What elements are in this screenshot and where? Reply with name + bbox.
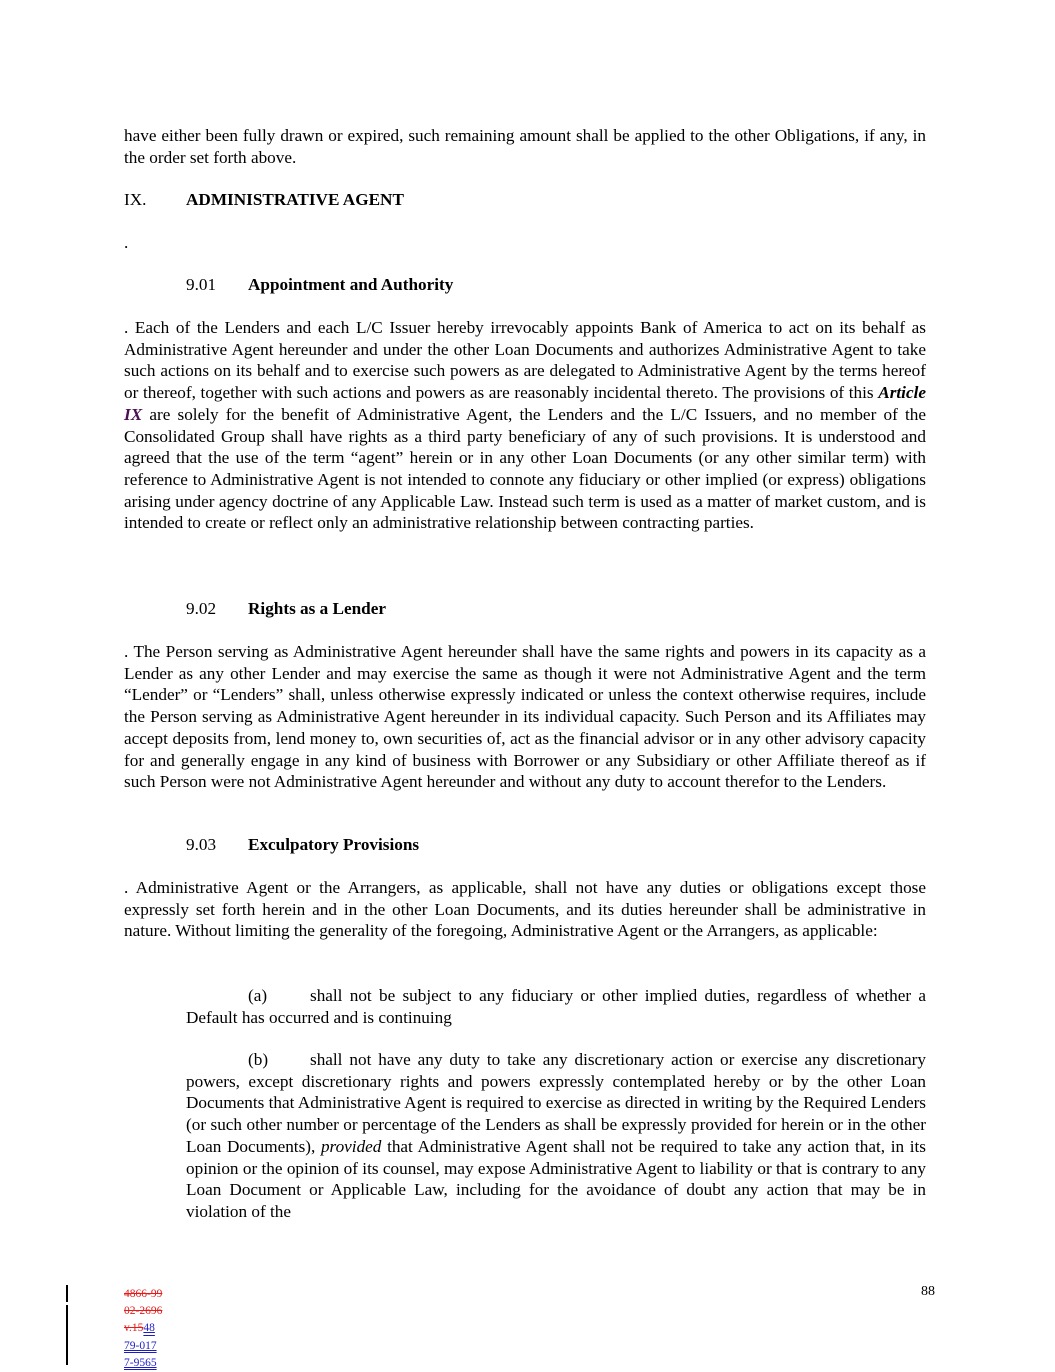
clause-label: (b) xyxy=(248,1050,269,1069)
section-title: Rights as a Lender xyxy=(248,599,386,618)
document-id-stamp xyxy=(124,1286,162,1372)
stray-period: . xyxy=(124,233,129,252)
section-number: 9.03 xyxy=(186,835,217,854)
continuation-paragraph: have either been fully drawn or expired, such remaining amount shall be applied to the other Obligations, if any, in the order set forth above. xyxy=(124,126,926,167)
section-body-9-01: . Each of the Lenders and each L/C Issuer hereby irrevocably appoints Bank of America to act on its behalf as Administrative Agent hereunder and under the other Loan Documents and authorizes Administrative Agent to take such actions on its behalf and to exercise such powers as are delegated to Administrative Agent by the terms hereof or thereof, together with such actions and powers as are reasonably incidental thereto. The provisions of this Article IX are solely for the benefit of Administrative Agent, the Lenders and the L/C Issuers, and no member of the Consolidated Group shall have rights as a third party beneficiary of any of such provisions. It is understood and agreed that the use of the term “agent” herein or in any other Loan Documents (or any other similar term) with reference to Administrative Agent is not intended to connote any fiduciary or other implied (or express) obligations arising under agency doctrine of any Applicable Law. Instead such term is used as a matter of market custom, and is intended to create or reflect only an administrative relationship between contracting parties. xyxy=(124,318,926,533)
inserted-docid: 79-017 xyxy=(124,1339,157,1352)
section-heading-9-01 xyxy=(186,274,453,296)
italic-term: provided xyxy=(320,1136,382,1156)
article-title: ADMINISTRATIVE AGENT xyxy=(186,190,404,209)
section-heading-9-03 xyxy=(186,834,419,856)
article-cross-reference[interactable]: Article IX xyxy=(124,383,926,424)
article-heading xyxy=(124,189,404,211)
article-number: IX. xyxy=(124,190,147,209)
section-heading-9-02 xyxy=(186,598,386,620)
clause-b: (b) shall not have any duty to take any discretionary action or exercise any discretionary powers, except discretionary rights and powers expressly contemplated hereby or by the other Loan Documents that Administrative Agent is required to exercise as directed in writing by the Required Lenders (or such other number or percentage of the Lenders as shall be expressly provided for herein or in the other Loan Documents), provided that Administrative Agent shall not be required to take any action that, in its opinion or the opinion of its counsel, may expose Administrative Agent to liability or that is contrary to any Loan Document or Applicable Law, including for the avoidance of doubt any action that may be in violation of the xyxy=(186,1050,926,1221)
change-bar xyxy=(66,1305,68,1365)
clause-a: (a) shall not be subject to any fiduciary or other implied duties, regardless of whether a Default has occurred and is continuing xyxy=(186,986,926,1027)
inserted-docid: 7-9565 xyxy=(124,1356,157,1369)
section-number: 9.01 xyxy=(186,275,217,294)
section-body-9-02: . The Person serving as Administrative Agent hereunder shall have the same rights and powers in its capacity as a Lender as any other Lender and may exercise the same as though it were not Administrative Agent and the term “Lender” or “Lenders” shall, unless otherwise expressly indicated or unless the context otherwise requires, include the Person serving as Administrative Agent hereunder in its individual capacity. Such Person and its Affiliates may accept deposits from, lend money to, own securities of, act as the financial advisor or in any other advisory capacity for and generally engage in any kind of business with Borrower or any Subsidiary or other Affiliate thereof as if such Person were not Administrative Agent hereunder and without any duty to account therefor to the Lenders. xyxy=(124,642,926,792)
clause-label: (a) xyxy=(248,986,268,1005)
inserted-docid: 48 xyxy=(143,1322,155,1335)
deleted-docid: 4866-99 xyxy=(124,1288,163,1300)
section-title: Exculpatory Provisions xyxy=(248,835,420,854)
section-number: 9.02 xyxy=(186,599,217,618)
page-number: 88 xyxy=(921,1284,935,1299)
change-bar xyxy=(66,1285,68,1302)
deleted-docid: v.15 xyxy=(124,1322,144,1335)
deleted-docid: 02-2696 xyxy=(124,1305,163,1318)
section-title: Appointment and Authority xyxy=(248,275,454,294)
section-body-9-03: . Administrative Agent or the Arrangers, as applicable, shall not have any duties or obligations except those expressly set forth herein and in the other Loan Documents, and its duties hereunder shall be administrative in nature. Without limiting the generality of the foregoing, Administrative Agent or the Arrangers, as applicable: xyxy=(124,878,926,941)
